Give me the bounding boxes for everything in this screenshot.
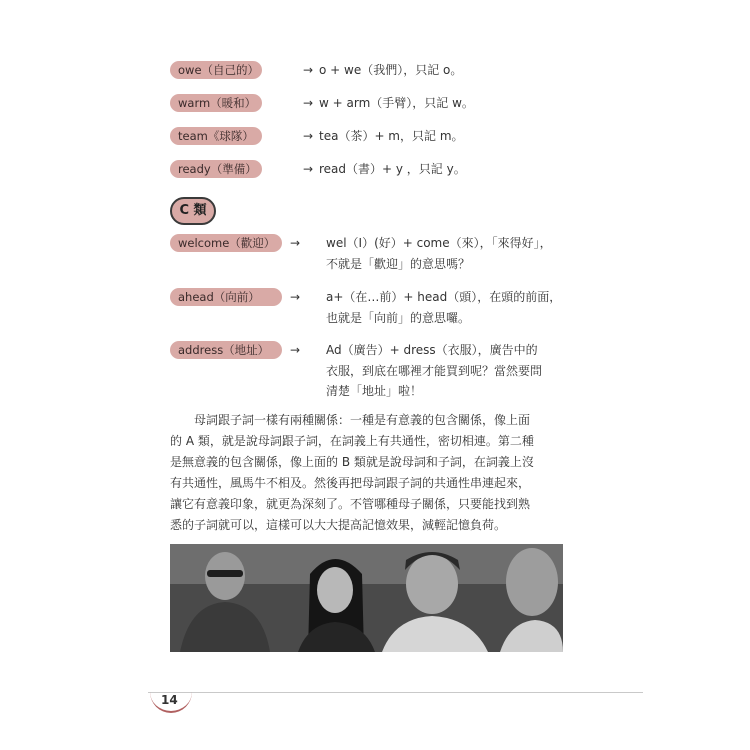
- word-explanation: Ad（廣告）+ dress（衣服），廣告中的: [326, 343, 538, 357]
- word-explanation: wel（I）(好）+ come（來），「來得好」，: [326, 236, 552, 250]
- page-number: 14: [161, 693, 178, 707]
- body-paragraph: [170, 410, 565, 536]
- word-explanation: a+（在…前）+ head（頭），在頭的前面，: [326, 290, 562, 304]
- people-photo-art: [170, 544, 563, 652]
- arrow: →: [290, 290, 301, 304]
- people-photo: [170, 544, 563, 652]
- word-explanation: o + we（我們），只記 o。: [319, 63, 463, 77]
- paragraph-line: 母詞跟子詞一樣有兩種關係：一種是有意義的包含關係，像上面: [194, 413, 531, 427]
- word-explanation-cont: 也就是「向前」的意思囉。: [326, 311, 471, 325]
- word-explanation: read（書）+ y ，只記 y。: [319, 162, 466, 176]
- arrow: →: [303, 63, 314, 77]
- paragraph-line: 的 A 類，就是說母詞跟子詞，在詞義上有共通性，密切相連。第二種: [170, 434, 534, 448]
- word-explanation-cont: 衣服，到底在哪裡才能買到呢？當然要問: [326, 364, 543, 378]
- arrow: →: [303, 96, 314, 110]
- word-pill: owe（自己的）: [170, 61, 262, 79]
- paragraph-line: 讓它有意義印象，就更為深刻了。不管哪種母子關係，只要能找到熟: [170, 497, 531, 511]
- arrow: →: [303, 162, 314, 176]
- word-explanation-cont: 不就是「歡迎」的意思嗎？: [326, 257, 471, 271]
- word-pill: welcome（歡迎）: [170, 234, 282, 252]
- paragraph-line: 是無意義的包含關係，像上面的 B 類就是說母詞和子詞，在詞義上沒: [170, 455, 534, 469]
- arrow: →: [303, 129, 314, 143]
- section-c-badge: C 類: [170, 197, 216, 225]
- footer-rule: [148, 692, 643, 693]
- paragraph-line: 悉的子詞就可以，這樣可以大大提高記憶效果，減輕記憶負荷。: [170, 518, 507, 532]
- arrow: →: [290, 236, 301, 250]
- word-explanation: w + arm（手臂），只記 w。: [319, 96, 474, 110]
- word-pill: ahead（向前）: [170, 288, 282, 306]
- arrow: →: [290, 343, 301, 357]
- word-pill: warm（暖和）: [170, 94, 262, 112]
- word-pill: ready（準備）: [170, 160, 262, 178]
- word-pill: team《球隊）: [170, 127, 262, 145]
- word-explanation: tea（茶）+ m，只記 m。: [319, 129, 464, 143]
- word-pill: address（地址）: [170, 341, 282, 359]
- paragraph-line: 有共通性，風馬牛不相及。然後再把母詞跟子詞的共通性串連起來，: [170, 476, 531, 490]
- word-explanation-cont: 清楚「地址」啦！: [326, 384, 423, 398]
